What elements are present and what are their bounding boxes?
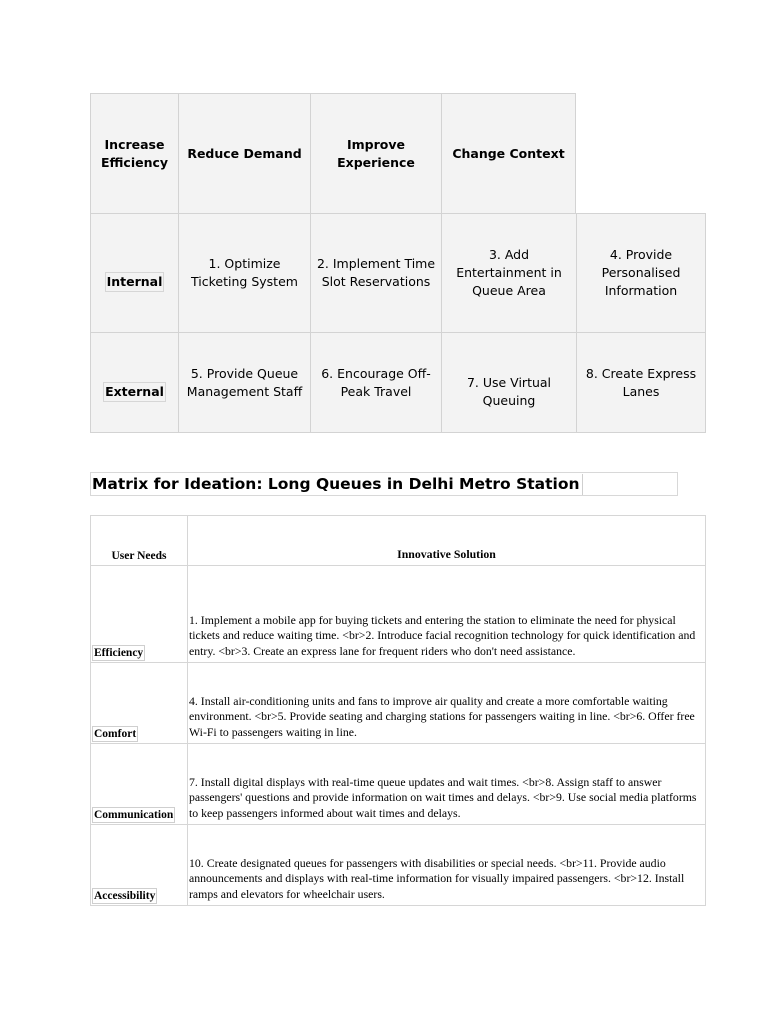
- user-need-cell: Efficiency: [90, 566, 187, 663]
- matrix-cell: 5. Provide Queue Management Staff: [178, 332, 310, 433]
- column-header-increase-efficiency: Increase Efficiency: [90, 93, 178, 213]
- matrix-cell: 6. Encourage Off-Peak Travel: [310, 332, 441, 433]
- row-header-internal: Internal: [90, 213, 178, 332]
- user-needs-header: User Needs: [90, 515, 187, 566]
- column-header-change-context: Change Context: [441, 93, 576, 213]
- matrix-cell: 4. Provide Personalised Information: [576, 213, 706, 332]
- section-title: Matrix for Ideation: Long Queues in Delhi Metro Station: [92, 474, 583, 495]
- solution-cell: 4. Install air-conditioning units and fans to improve air quality and create a more comfortable waiting environment. <br>5. Provide seating and charging stations for passengers waiting in line. <br>6. Offer free Wi-Fi to passengers waiting in line.: [187, 663, 706, 744]
- column-header-improve-experience: Improve Experience: [310, 93, 441, 213]
- innovative-solution-header: Innovative Solution: [187, 515, 706, 566]
- user-need-cell: Comfort: [90, 663, 187, 744]
- user-need-cell: Accessibility: [90, 825, 187, 906]
- table-header-row: [90, 515, 706, 566]
- table-row: [90, 825, 706, 906]
- column-header-reduce-demand: Reduce Demand: [178, 93, 310, 213]
- section-title-box: [90, 472, 678, 496]
- user-needs-table: [90, 515, 706, 905]
- matrix-cell: 8. Create Express Lanes: [576, 332, 706, 433]
- solution-cell: 10. Create designated queues for passengers with disabilities or special needs. <br>11. Provide audio announcements and displays with real-time information for visually impaired passengers. <br>12. Install ramps and elevators for wheelchair users.: [187, 825, 706, 906]
- table-row: [90, 566, 706, 663]
- user-need-cell: Communication: [90, 744, 187, 825]
- matrix-cell: 7. Use Virtual Queuing: [441, 332, 576, 433]
- matrix-cell: 1. Optimize Ticketing System: [178, 213, 310, 332]
- row-header-external: External: [90, 332, 178, 433]
- solution-cell: 7. Install digital displays with real-time queue updates and wait times. <br>8. Assign staff to answer passengers' questions and provide information on wait times and delays. <br>9. Use social media platforms to keep passengers informed about wait times and delays.: [187, 744, 706, 825]
- ideation-matrix: [0, 0, 768, 440]
- table-row: [90, 744, 706, 825]
- solution-cell: 1. Implement a mobile app for buying tickets and entering the station to eliminate the need for physical tickets and reduce waiting time. <br>2. Introduce facial recognition technology for quick identification and entry. <br>3. Create an express lane for frequent riders who don't need assistance.: [187, 566, 706, 663]
- matrix-cell: 3. Add Entertainment in Queue Area: [441, 213, 576, 332]
- matrix-cell: 2. Implement Time Slot Reservations: [310, 213, 441, 332]
- table-row: [90, 663, 706, 744]
